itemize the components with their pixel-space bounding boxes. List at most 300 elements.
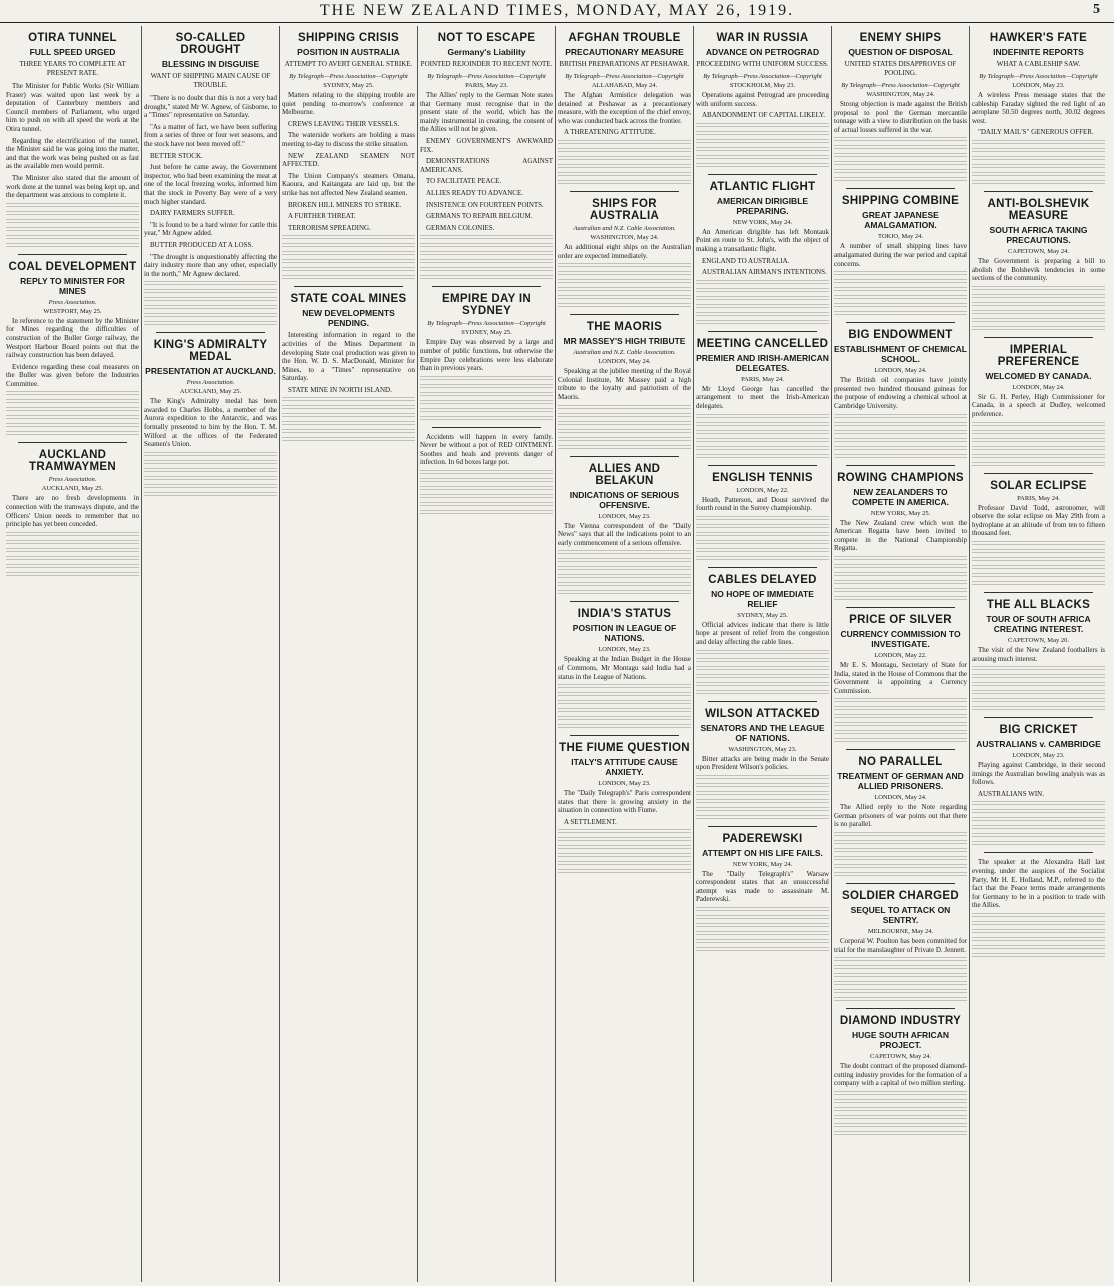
body-paragraph: Operations against Petrograd are proceeding with uniform success. [696,91,829,108]
dateline: LONDON, May 23. [1012,752,1065,760]
column-text-filler [420,384,553,390]
column-2 [144,26,277,1282]
column-text-filler [696,690,829,696]
body-paragraph: Sir G. H. Perley, High Commissioner for Canada, in a speech at Dudley, welcomed preference. [972,392,1105,418]
headline: BIG CRICKET [999,724,1078,737]
article-divider [984,592,1093,593]
article [6,32,139,249]
column-text-filler [834,169,967,175]
deck: BRITISH PREPARATIONS AT PESHAWAR. [559,60,690,68]
column-text-filler [696,422,829,428]
subheadline: TREATMENT OF GERMAN AND ALLIED PRISONERS. [837,771,964,792]
column-text-filler [834,153,967,159]
column-text-filler [834,1115,967,1121]
headline: OTIRA TUNNEL [28,32,117,44]
dateline: LONDON, May 24. [598,358,651,366]
dateline: SYDNEY, May 25. [323,82,374,89]
article-divider [432,286,541,287]
article-divider [570,314,679,315]
column-text-filler [696,288,829,294]
wire-credit: Press Association. [186,379,235,387]
column-text-filler [6,532,139,538]
column-text-filler [558,429,691,435]
article [972,852,1105,959]
column-text-filler [834,580,967,586]
article [834,883,967,1003]
column-text-filler [282,235,415,241]
column-text-filler [834,864,967,870]
article [696,826,829,953]
headline: ATLANTIC FLIGHT [709,180,816,193]
headline: WILSON ATTACKED [705,707,820,720]
subheadline: WELCOMED BY CANADA. [985,370,1092,381]
article-divider [294,286,403,287]
body-paragraph: The Minister also stated that the amount of work done at the tunnel was being kept up, and the department was anxious to complete it. [6,173,139,200]
column-text-filler [972,913,1105,919]
column-text-filler [420,275,553,281]
deck: UNITED STATES DISAPPROVES OF POOLING. [844,60,957,77]
body-paragraph: "It is found to be a hard winter for cattle this year," Mr Agnew added. [144,220,277,238]
body-paragraph: BETTER STOCK. [150,151,203,160]
article-divider [570,191,679,192]
newspaper-title: THE NEW ZEALAND TIMES, MONDAY, MAY 26, 1919. [319,2,795,19]
headline: AUCKLAND TRAMWAYMEN [29,449,116,474]
column-text-filler [972,945,1105,951]
dateline: MELBOURNE, May 24. [867,928,934,936]
subheadline: BLESSING IN DISGUISE [161,59,260,69]
column-text-filler [6,203,139,209]
subheadline: NO HOPE OF IMMEDIATE RELIEF [711,588,814,609]
column-text-filler [558,271,691,277]
article-divider [984,717,1093,718]
body-paragraph: In reference to the statement by the Minister for Mines regarding the difficulties of construction of the Buller Gorge railway, the Westport Harbour Board points out that the railway construction has been delayed. [6,316,139,360]
column-text-filler [834,1123,967,1129]
column-text-filler [558,148,691,154]
body-paragraph: Empire Day was observed by a large and number of public functions, but otherwise the Empire Day celebrations were less elaborate than in previous years. [420,338,553,373]
column-text-filler [144,281,277,287]
body-paragraph: ABANDONMENT OF CAPITAL LIKELY. [702,111,826,120]
column-text-filler [282,251,415,257]
column-text-filler [696,139,829,145]
column-text-filler [696,524,829,530]
dateline: STOCKHOLM, May 23. [729,82,796,89]
column-text-filler [6,399,139,405]
dateline: LONDON, May 22. [874,651,927,659]
body-paragraph: The doubt contract of the proposed diamond-cutting industry provides for the formation of a company with a capital of two million sterling. [834,1062,967,1088]
column-text-filler [558,845,691,851]
deck: THREE YEARS TO COMPLETE AT PRESENT RATE. [19,60,126,77]
article-divider [984,473,1093,474]
column-text-filler [834,698,967,704]
body-paragraph: Just before he came away, the Government inspector, who had been examining the meat at one of the local freezing works, informed him that the stock in Poverty Bay were of a very much higher standard. [144,163,277,206]
article-divider [570,601,679,602]
column-text-filler [696,280,829,286]
column-text-filler [6,243,139,249]
column-text-filler [558,582,691,588]
body-paragraph: A wireless Press message states that the cableship Faraday sighted the red light of an aeroplane 50.50 degrees north, 30.02 degrees west. [972,91,1105,125]
headline: WAR IN RUSSIA [716,32,809,44]
article-divider [708,701,817,702]
column-text-filler [972,318,1105,324]
article [558,456,691,597]
body-paragraph: The British oil companies have jointly presented two hundred thousand guineas for the purpose of endowing a chemical school at Cambridge University. [834,376,967,410]
headline: MEETING CANCELLED [696,337,829,350]
column-text-filler [420,502,553,508]
column-text-filler [834,840,967,846]
column-text-filler [6,564,139,570]
column-text-filler [834,454,967,460]
article [834,188,967,317]
column-text-filler [696,430,829,436]
column-text-filler [972,286,1105,292]
column-text-filler [834,832,967,838]
column-text-filler [972,953,1105,959]
column-text-filler [834,989,967,995]
column-text-filler [282,275,415,281]
column-text-filler [558,172,691,178]
headline: PADEREWSKI [722,832,803,845]
column-text-filler [6,556,139,562]
column-text-filler [696,414,829,420]
dateline: NEW YORK, May 25. [870,509,931,517]
body-paragraph: "As a matter of fact, we have been suffering from a series of three or four wet seasons, and the stock have not been moved off." [144,122,277,148]
article [696,465,829,562]
dateline: LONDON, May 22. [736,486,789,494]
article-divider [18,254,127,255]
column-text-filler [6,211,139,217]
column-text-filler [696,682,829,688]
column-text-filler [972,156,1105,162]
column-rule [417,26,418,1282]
column-text-filler [558,287,691,293]
column-text-filler [282,243,415,249]
article-divider [570,456,679,457]
columns-container [6,26,1108,1282]
column-text-filler [834,1107,967,1113]
article [972,32,1105,186]
column-text-filler [834,981,967,987]
column-text-filler [972,841,1105,847]
column-text-filler [972,666,1105,672]
column-text-filler [558,700,691,706]
column-text-filler [972,310,1105,316]
column-text-filler [144,321,277,327]
subheadline: ATTEMPT ON HIS LIFE FAILS. [702,847,823,858]
headline: PRICE OF SILVER [849,613,952,626]
column-text-filler [282,421,415,427]
dateline: AUCKLAND, May 25. [179,388,242,396]
column-text-filler [558,558,691,564]
column-text-filler [972,929,1105,935]
body-paragraph: The Allied reply to the Note regarding German prisoners of war points out that there is no parallel. [834,803,967,829]
column-text-filler [972,430,1105,436]
column-text-filler [144,313,277,319]
dateline: WESTPORT, May 25. [43,307,102,315]
article-divider [846,322,955,323]
body-paragraph: A number of small shipping lines have amalgamated during the war period and capital concerns. [834,242,967,268]
dateline: CAPETOWN, May 20. [1008,636,1069,644]
column-text-filler [834,957,967,963]
column-text-filler [972,825,1105,831]
column-text-filler [696,807,829,813]
column-text-filler [696,438,829,444]
column-text-filler [972,682,1105,688]
wire-credit: By Telegraph—Press Association—Copyright [841,82,960,89]
deck: POINTED REJOINDER TO RECENT NOTE. [420,60,553,68]
subheadline: MR MASSEY'S HIGH TRIBUTE [563,336,686,347]
column-text-filler [696,799,829,805]
column-text-filler [972,565,1105,571]
column-text-filler [834,1099,967,1105]
column-text-filler [558,303,691,309]
deck: PROCEEDING WITH UNIFORM SUCCESS. [696,60,829,68]
headline: THE FIUME QUESTION [559,742,690,755]
column-text-filler [972,438,1105,444]
column-text-filler [558,692,691,698]
column-text-filler [420,470,553,476]
body-paragraph: Strong objection is made against the British proposal to pool the German mercantile tonnage with a view to distribution on the basis of actual losses suffered in the war. [834,100,967,134]
body-paragraph: INSISTENCE ON FOURTEEN POINTS. [426,200,544,209]
column-text-filler [6,227,139,233]
subheadline: NEW DEVELOPMENTS PENDING. [302,308,395,329]
headline: NO PARALLEL [858,756,943,769]
body-paragraph: The visit of the New Zealand footballers is arousing much interest. [972,645,1105,663]
column-text-filler [834,965,967,971]
column-text-filler [420,243,553,249]
column-text-filler [696,931,829,937]
body-paragraph: TO FACILITATE PEACE. [426,177,502,186]
column-text-filler [834,279,967,285]
column-text-filler [696,658,829,664]
article [696,701,829,821]
article [972,337,1105,468]
headline: HAWKER'S FATE [989,32,1088,44]
article-divider [846,607,955,608]
subheadline: PRECAUTIONARY MEASURE [565,47,684,57]
article [282,32,415,281]
headline: ALLIES AND BELAKUN [588,462,661,487]
column-text-filler [420,510,553,516]
column-text-filler [696,532,829,538]
article [558,314,691,450]
body-paragraph: BUTTER PRODUCED AT A LOSS. [150,240,254,249]
column-text-filler [696,783,829,789]
column-text-filler [558,716,691,722]
wire-credit: By Telegraph—Press Association—Copyright [565,73,684,80]
body-paragraph: GERMAN COLONIES. [426,223,495,232]
column-text-filler [834,145,967,151]
headline: ENEMY SHIPS [859,32,942,44]
subheadline: ESTABLISHMENT OF CHEMICAL SCHOOL. [834,344,967,365]
column-text-filler [696,815,829,821]
column-text-filler [558,829,691,835]
body-paragraph: "The drought is unquestionably affecting the dairy industry more than any other, especially in the north," Mr Agnew declared. [144,252,277,278]
column-text-filler [144,305,277,311]
column-4 [420,26,553,1282]
wire-credit: Australian and N.Z. Cable Association. [573,349,676,357]
wire-credit: Press Association. [48,476,97,484]
column-text-filler [144,492,277,498]
article [282,286,415,443]
column-3 [282,26,415,1282]
subheadline: PREMIER AND IRISH-AMERICAN DELEGATES. [696,352,829,373]
column-text-filler [696,131,829,137]
column-text-filler [972,674,1105,680]
body-paragraph: A SETTLEMENT. [564,817,617,826]
article-divider [432,427,541,428]
article-divider [708,465,817,466]
deck: ATTEMPT TO AVERT GENERAL STRIKE. [284,60,413,68]
headline: SOLDIER CHARGED [842,890,959,903]
article-divider [570,735,679,736]
column-text-filler [6,423,139,429]
headline: DIAMOND INDUSTRY [839,1015,962,1028]
column-text-filler [834,572,967,578]
subheadline: POSITION IN LEAGUE OF NATIONS. [572,623,677,644]
column-rule [969,26,970,1282]
column-text-filler [420,251,553,257]
column-text-filler [834,438,967,444]
body-paragraph: AUSTRALIAN AIRMAN'S INTENTIONS. [702,268,827,277]
headline: INDIA'S STATUS [577,608,672,621]
dateline: LONDON, May 23. [598,646,651,654]
dateline: CAPETOWN, May 24. [1008,247,1069,255]
subheadline: POSITION IN AUSTRALIA [297,47,400,57]
article [420,32,553,281]
column-text-filler [972,148,1105,154]
article [972,592,1105,712]
article-divider [708,331,817,332]
body-paragraph: BROKEN HILL MINERS TO STRIKE. [288,200,402,209]
dateline: SYDNEY, May 25. [461,329,512,337]
column-text-filler [696,939,829,945]
column-text-filler [834,446,967,452]
subheadline: SEQUEL TO ATTACK ON SENTRY. [850,905,951,926]
article [834,1008,967,1137]
dateline: ALLAHABAD, May 24. [591,82,658,89]
column-text-filler [6,219,139,225]
dateline: PARIS, May 24. [1017,494,1060,502]
column-text-filler [6,391,139,397]
dateline: AUCKLAND, May 25. [41,485,104,493]
column-text-filler [696,915,829,921]
article [144,332,277,498]
article [972,191,1105,332]
column-text-filler [282,429,415,435]
body-paragraph: GERMANS TO REPAIR BELGIUM. [426,212,533,221]
column-text-filler [972,164,1105,170]
article [696,32,829,169]
article [834,32,967,183]
subheadline: ITALY'S ATTITUDE CAUSE ANXIETY. [571,757,678,778]
masthead [0,0,1114,23]
column-text-filler [834,856,967,862]
column-text-filler [558,684,691,690]
column-text-filler [420,235,553,241]
body-paragraph: STATE MINE IN NORTH ISLAND. [288,385,392,394]
column-text-filler [696,775,829,781]
column-text-filler [144,468,277,474]
headline: KING'S ADMIRALTY MEDAL [153,339,268,364]
subheadline: SENATORS AND THE LEAGUE OF NATIONS. [700,722,825,743]
wire-credit: By Telegraph—Press Association—Copyright [979,73,1098,80]
wire-credit: By Telegraph—Press Association—Copyright [427,73,546,80]
article-divider [708,826,817,827]
body-paragraph: CREWS LEAVING THEIR VESSELS. [288,119,400,128]
column-text-filler [972,833,1105,839]
headline: SHIPPING COMBINE [841,195,960,208]
column-text-filler [696,666,829,672]
dateline: NEW YORK, May 24. [732,218,793,226]
column-text-filler [558,445,691,451]
body-paragraph: ENEMY GOVERNMENT'S AWKWARD FIX. [420,136,553,154]
deck: WHAT A CABLESHIP SAW. [996,60,1081,68]
headline: ANTI-BOLSHEVIK MEASURE [987,197,1090,222]
subheadline: FULL SPEED URGED [29,47,116,57]
body-paragraph: The Minister for Public Works (Sir William Fraser) was waited upon last week by a deputation of Canterbury members and Council members of Parliament, who urged him to push on with all speed the work at the Otira tunnel. [6,82,139,133]
column-text-filler [420,392,553,398]
headline: NOT TO ESCAPE [437,32,536,44]
body-paragraph: The New Zealand crew which won the American Regatta have been invited to compete in the National Championship Regatta. [834,518,967,553]
dateline: WASHINGTON, May 24. [590,233,659,241]
column-text-filler [558,437,691,443]
column-text-filler [420,494,553,500]
article [558,735,691,875]
column-text-filler [834,722,967,728]
body-paragraph: DEMONSTRATIONS AGAINST AMERICANS. [420,157,553,174]
article [6,442,139,577]
body-paragraph: Corporal W. Poulton has been committed for trial for the manslaughter of Private D. Jennett. [834,937,967,954]
column-text-filler [972,817,1105,823]
article-divider [708,174,817,175]
article [558,601,691,730]
article-divider [156,332,265,333]
column-text-filler [6,407,139,413]
column-text-filler [420,408,553,414]
column-text-filler [972,690,1105,696]
subheadline: QUESTION OF DISPOSAL [848,47,953,57]
column-text-filler [696,548,829,554]
article [834,607,967,744]
article [696,174,829,326]
subheadline: ADVANCE ON PETROGRAD [705,47,820,57]
body-paragraph: The Government is preparing a bill to abolish the Bolshevik tendencies in some sections of the community. [972,256,1105,283]
headline: COAL DEVELOPMENT [8,260,137,273]
dateline: LONDON, May 23. [1012,82,1065,89]
column-text-filler [6,572,139,578]
column-text-filler [972,801,1105,807]
dateline: CAPETOWN, May 24. [870,1053,931,1061]
body-paragraph: The Union Company's steamers Omana, Kaoura, and Kaitangata are laid up, but the strike has not affected New Zealand seamen. [282,171,415,197]
column-text-filler [834,271,967,277]
column-text-filler [834,295,967,301]
headline: SHIPS FOR AUSTRALIA [589,197,660,222]
column-text-filler [834,1091,967,1097]
column-text-filler [972,937,1105,943]
headline: SHIPPING CRISIS [298,32,399,44]
column-text-filler [834,714,967,720]
wire-credit: Australian and N.Z. Cable Association. [573,224,676,232]
column-text-filler [834,422,967,428]
body-paragraph: Professor David Todd, astronomer, will observe the solar eclipse on May 29th from a hydroplane at an altitude of from ten to fifteen thousand feet. [972,503,1105,538]
column-text-filler [282,259,415,265]
article [420,427,553,516]
wire-credit: Press Association. [48,298,97,306]
column-text-filler [834,596,967,602]
body-paragraph: ENGLAND TO AUSTRALIA. [702,256,790,265]
article-divider [846,465,955,466]
column-text-filler [558,180,691,186]
